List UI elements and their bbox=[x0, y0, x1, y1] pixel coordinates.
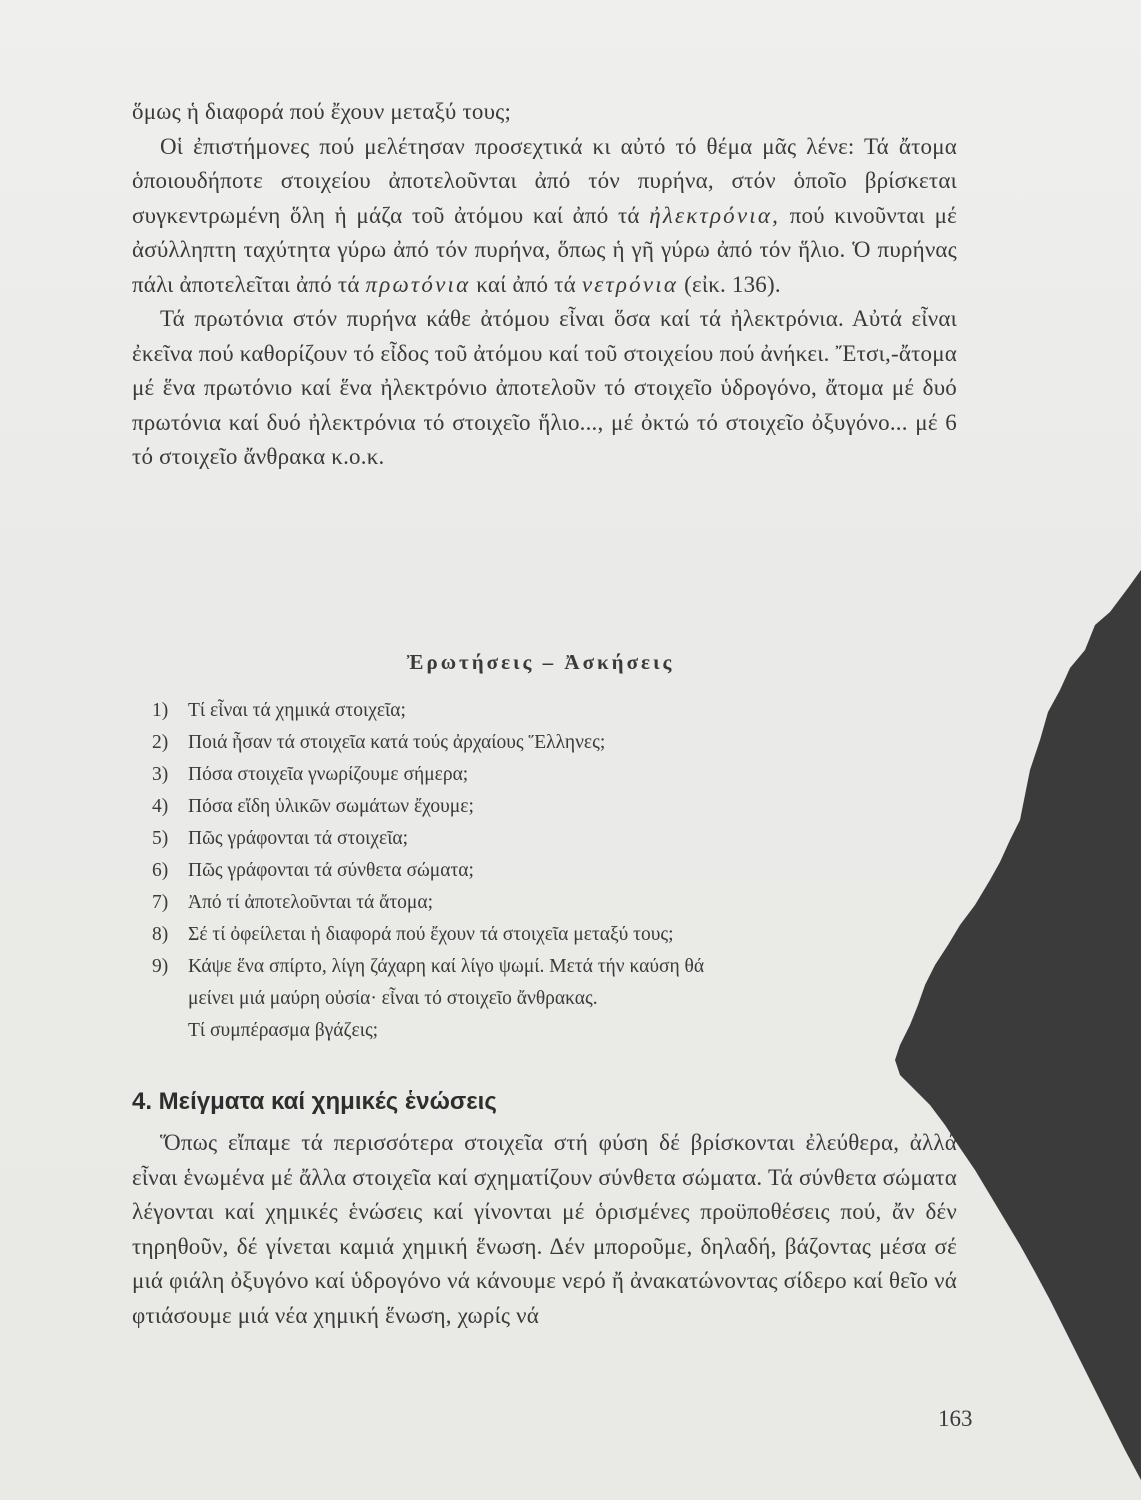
question-number: 6) bbox=[152, 860, 169, 881]
question-text: Ποιά ἦσαν τά στοιχεῖα κατά τούς ἀρχαίους Ἕλληνες; bbox=[188, 732, 606, 753]
question-text: Πόσα εἴδη ὑλικῶν σωμάτων ἔχουμε; bbox=[188, 796, 474, 817]
text-part: Οἱ ἐπιστήμονες πού μελέτησαν προσεχτικά κι αὐτό τό θέμα μᾶς λένε: Τά ἄτομα ὁποιουδήποτε στοιχείου ἀποτελοῦνται ἀπό τόν πυρήνα, στόν ὁποῖο βρίσκεται συγκεντρωμένη ὅλη ἡ μάζα τοῦ ἀτόμου καί ἀπό τά bbox=[132, 133, 957, 228]
question-number: 1) bbox=[152, 700, 169, 721]
section-heading: 4. Μείγματα καί χημικές ἑνώσεις bbox=[132, 1088, 497, 1115]
term-neutrons: νετρόνια bbox=[581, 271, 679, 297]
question-item bbox=[152, 759, 952, 791]
paragraph-atom-structure bbox=[132, 130, 957, 303]
question-text: Πόσα στοιχεῖα γνωρίζουμε σήμερα; bbox=[188, 764, 469, 785]
section-text: Ὅπως εἴπαμε τά περισσότερα στοιχεῖα στή φύση δέ βρίσκονται ἐλεύθερα, ἀλλά εἶναι ἑνωμένα μέ ἄλλα στοιχεῖα καί σχηματίζουν σύνθετα σώματα. Τά σύνθετα σώματα λέγονται καί χημικές ἑνώσεις καί γίνονται μέ ὁρισμένες προϋποθέσεις πού, ἄν δέν τηρηθοῦν, δέ γίνεται καμιά χημική ἕνωση. Δέν μποροῦμε, δηλαδή, βάζοντας μέσα σέ μιά φιάλη ὀξυγόνο καί ὑδρογόνο νά κάνουμε νερό ἤ ἀνακατώνοντας σίδερο καί θεῖο νά φτιάσουμε μιά νέα χημική ἕνωση, χωρίς νά bbox=[132, 1130, 957, 1328]
question-number: 5) bbox=[152, 828, 169, 849]
question-number: 9) bbox=[152, 956, 169, 977]
question-number: 8) bbox=[152, 924, 169, 945]
text-part: πού κινοῦνται μέ ἀσύλληπτη ταχύτητα γύρω ἀπό τόν πυρήνα, ὅπως ἡ γῆ γύρω ἀπό τόν ἥλιο. Ὁ πυρήνας πάλι ἀποτελεῖται ἀπό τά bbox=[132, 202, 957, 297]
questions-title: Ἐρωτήσεις – Ἀσκήσεις bbox=[406, 650, 675, 674]
paragraph-atoms bbox=[132, 95, 957, 475]
term-electrons: ἠλεκτρόνια, bbox=[649, 202, 781, 228]
question-item bbox=[152, 855, 952, 887]
question-item bbox=[152, 791, 952, 823]
paragraph-mixtures bbox=[132, 1126, 957, 1333]
question-item bbox=[152, 727, 952, 759]
question-item bbox=[152, 951, 952, 1047]
question-text: Σέ τί ὀφείλεται ἡ διαφορά πού ἔχουν τά στοιχεῖα μεταξύ τους; bbox=[188, 924, 674, 945]
question-text: Πῶς γράφονται τά σύνθετα σώματα; bbox=[188, 860, 474, 881]
question-number: 3) bbox=[152, 764, 169, 785]
question-number: 2) bbox=[152, 732, 169, 753]
term-protons: πρωτόνια bbox=[365, 271, 471, 297]
question-text: Ἀπό τί ἀποτελοῦνται τά ἄτομα; bbox=[188, 892, 434, 913]
question-text-continued: Τί συμπέρασμα βγάζεις; bbox=[188, 1020, 379, 1041]
question-item bbox=[152, 887, 952, 919]
question-number: 7) bbox=[152, 892, 169, 913]
question-item bbox=[152, 919, 952, 951]
question-text: Τί εἶναι τά χημικά στοιχεῖα; bbox=[188, 700, 406, 721]
question-text: Πῶς γράφονται τά στοιχεῖα; bbox=[188, 828, 409, 849]
question-text-continued: μείνει μιά μαύρη οὐσία· εἶναι τό στοιχεῖο ἄνθρακας. bbox=[188, 988, 598, 1009]
paragraph-first-line: ὅμως ἡ διαφορά πού ἔχουν μεταξύ τους; bbox=[132, 99, 512, 124]
question-item bbox=[152, 695, 952, 727]
page-number: 163 bbox=[938, 1406, 973, 1431]
question-text: Κάψε ἕνα σπίρτο, λίγη ζάχαρη καί λίγο ψωμί. Μετά τήν καύση θά bbox=[188, 956, 705, 977]
paragraph-protons: Τά πρωτόνια στόν πυρήνα κάθε ἀτόμου εἶναι ὅσα καί τά ἠλεκτρόνια. Αὐτά εἶναι ἐκεῖνα πού καθορίζουν τό εἶδος τοῦ ἀτόμου καί τοῦ στοιχείου πού ἀνήκει. Ἔτσι,-ἄτομα μέ ἕνα πρωτόνιο καί ἕνα ἠλεκτρόνιο ἀποτελοῦν τό στοιχεῖο ὑδρογόνο, ἄτομα μέ δυό πρωτόνια καί δυό ἠλεκτρόνια τό στοιχεῖο ἥλιο..., μέ ὀκτώ τό στοιχεῖο ὀξυγόνο... μέ 6 τό στοιχεῖο ἄνθρακα κ.ο.κ. bbox=[132, 306, 957, 469]
questions-list bbox=[152, 695, 952, 1047]
text-part: καί ἀπό τά bbox=[470, 271, 582, 297]
question-item bbox=[152, 823, 952, 855]
text-part: (εἰκ. 136). bbox=[678, 271, 781, 297]
question-number: 4) bbox=[152, 796, 169, 817]
